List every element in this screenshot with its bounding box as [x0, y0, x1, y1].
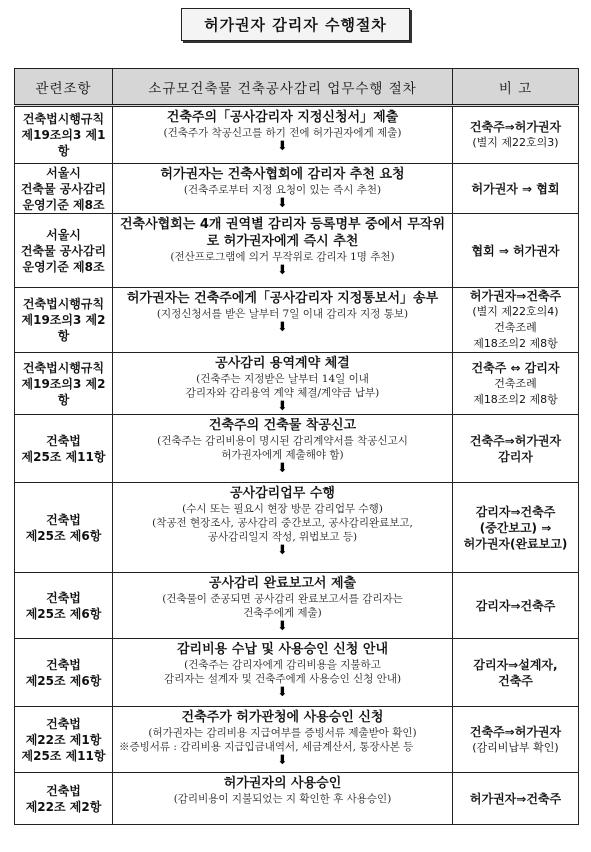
law-line: 서울시 — [46, 227, 81, 242]
procedure-step: 감리비용 수납 및 사용승인 신청 안내 — [177, 642, 388, 657]
table-row — [15, 483, 579, 573]
table-row — [15, 415, 579, 483]
procedure-detail: 감리자와 감리용역 계약 체결/계약금 납부) — [185, 387, 380, 399]
procedure-step: 건축사협회는 4개 권역별 감리자 등록명부 중에서 무작위로 허가권자에게 즉시 추천 — [119, 217, 446, 249]
table-row — [15, 707, 579, 773]
note-reference: 건축조례 — [494, 321, 537, 334]
note-flow: 허가권자⇒건축주 — [469, 791, 562, 806]
procedure-detail: (전산프로그램에 의거 무작위로 감리자 1명 추천) — [170, 251, 395, 263]
procedure-detail: (허가권자는 감리비용 지급여부를 증빙서류 제출받아 확인) — [148, 727, 417, 739]
arrow-down-icon: ⬇ — [277, 399, 288, 414]
procedure-step: 공사감리 용역계약 체결 — [215, 356, 350, 371]
law-line: 건축법 — [46, 657, 81, 672]
arrow-down-icon: ⬇ — [277, 685, 288, 700]
procedure-cell — [113, 415, 453, 483]
procedure-detail: (건축물이 준공되면 공사감리 완료보고서를 감리자는 — [162, 593, 403, 605]
arrow-down-icon: ⬇ — [277, 139, 288, 154]
note-cell — [453, 483, 579, 573]
note-reference: (감리비납부 확인) — [472, 740, 559, 754]
note-cell — [453, 164, 579, 214]
table-row — [15, 214, 579, 288]
table-row — [15, 106, 579, 164]
law-line: 서울시 — [46, 165, 81, 180]
procedure-cell — [113, 288, 453, 353]
procedure-detail: (착공전 현장조사, 공사감리 중간보고, 공사감리완료보고, — [152, 517, 413, 529]
note-reference: 건축조례 — [494, 376, 537, 390]
procedure-step: 건축주가 허가관청에 사용승인 신청 — [181, 710, 384, 725]
law-line: 제19조의3 제2항 — [21, 376, 106, 407]
note-cell — [453, 639, 579, 707]
law-line: 건축법시행규칙 — [22, 360, 105, 375]
header-law: 관련조항 — [15, 69, 113, 106]
procedure-step: 공사감리 완료보고서 제출 — [208, 576, 357, 591]
table-row — [15, 639, 579, 707]
procedure-step: 허가권자의 사용승인 — [223, 776, 342, 791]
note-flow: 허가권자 ⇒ 협회 — [471, 181, 560, 196]
procedure-detail: (지정신청서를 받은 날부터 7일 이내 감리자 지정 통보) — [156, 308, 409, 320]
procedure-cell — [113, 214, 453, 288]
note-flow: 건축주⇒허가권자 — [469, 433, 562, 448]
procedure-cell — [113, 773, 453, 825]
procedure-step: 건축주의 건축물 착공신고 — [208, 418, 357, 433]
note-cell — [453, 573, 579, 639]
law-line: 건축물 공사감리 — [20, 243, 107, 258]
law-line: 건축법 — [46, 783, 81, 798]
procedure-cell — [113, 483, 453, 573]
header-procedure: 소규모건축물 건축공사감리 업무수행 절차 — [113, 69, 453, 106]
law-cell — [15, 773, 113, 825]
note-flow: 건축주⇒허가권자 — [469, 724, 562, 739]
procedure-detail: 허가권자에게 제출해야 함) — [221, 449, 344, 461]
law-line: 제22조 제2항 — [25, 799, 102, 814]
arrow-down-icon: ⬇ — [277, 753, 288, 768]
law-cell — [15, 288, 113, 353]
note-cell — [453, 353, 579, 415]
note-cell — [453, 214, 579, 288]
law-line: 건축법시행규칙 — [22, 297, 105, 311]
law-line: 건축법 — [46, 512, 81, 527]
note-reference: (별지 제22호의3) — [472, 136, 559, 149]
note-flow: 감리자⇒건축주 — [475, 598, 556, 613]
law-line: 제25조 제6항 — [25, 606, 102, 621]
law-line: 운영기준 제8조 — [22, 197, 105, 212]
table-row — [15, 353, 579, 415]
law-cell — [15, 164, 113, 214]
note-flow: 건축주 — [498, 673, 533, 688]
law-cell — [15, 483, 113, 573]
law-line: 제19조의3 제2항 — [21, 313, 106, 343]
procedure-cell — [113, 106, 453, 164]
law-line: 건축법 — [46, 590, 81, 605]
procedure-detail: (감리비용이 지불되었는 지 확인한 후 사용승인) — [173, 793, 392, 805]
law-cell — [15, 106, 113, 164]
law-line: 제25조 제6항 — [25, 528, 102, 543]
procedure-detail: ※증빙서류 : 감리비용 지급입금내역서, 세금계산서, 통장사본 등 — [119, 741, 414, 753]
procedure-detail: (건축주는 감리자에게 감리비용을 지불하고 — [184, 659, 381, 671]
procedure-cell — [113, 707, 453, 773]
table-row — [15, 773, 579, 825]
note-cell — [453, 415, 579, 483]
header-note: 비 고 — [453, 69, 579, 106]
law-line: 운영기준 제8조 — [22, 259, 105, 274]
note-reference: 제18조의2 제8항 — [473, 337, 558, 350]
note-cell — [453, 106, 579, 164]
law-line: 제25조 제11항 — [21, 449, 106, 464]
note-flow: 허가권자(완료보고) — [463, 536, 568, 551]
law-line: 건축법시행규칙 — [22, 112, 105, 126]
arrow-down-icon: ⬇ — [277, 320, 288, 335]
procedure-detail: (건축주는 지정받은 날부터 14일 이내 — [196, 373, 369, 385]
law-cell — [15, 353, 113, 415]
arrow-down-icon: ⬇ — [277, 196, 288, 211]
header-row — [15, 69, 579, 106]
arrow-down-icon: ⬇ — [277, 543, 288, 558]
table-row — [15, 288, 579, 353]
procedure-detail: (건축주가 착공신고를 하기 전에 허가권자에게 제출) — [163, 127, 402, 139]
title-wrapper — [0, 8, 591, 41]
procedure-detail: 공사감리일지 작성, 위법보고 등) — [207, 531, 358, 543]
note-flow: 감리자⇒설계자, — [473, 657, 558, 672]
procedure-detail: (건축주는 감리비용이 명시된 감리계약서를 착공신고시 — [157, 435, 408, 447]
procedure-step: 공사감리업무 수행 — [230, 486, 335, 501]
note-flow: 협회 ⇒ 허가권자 — [471, 243, 560, 258]
procedure-detail: 감리자는 설계자 및 건축주에게 사용승인 신청 안내) — [163, 673, 402, 685]
law-cell — [15, 415, 113, 483]
note-flow: 허가권자⇒건축주 — [469, 289, 562, 303]
procedure-step: 건축주의「공사감리자 지정신청서」제출 — [166, 110, 399, 125]
law-line: 건축법 — [46, 433, 81, 448]
law-cell — [15, 707, 113, 773]
law-line: 제19조의3 제1항 — [21, 128, 106, 158]
note-flow: (중간보고) ⇒ — [479, 520, 552, 535]
note-flow: 건축주⇒허가권자 — [469, 120, 562, 134]
law-line: 제25조 제11항 — [21, 748, 106, 763]
note-reference: (별지 제22호의4) — [472, 305, 559, 318]
arrow-down-icon: ⬇ — [277, 461, 288, 476]
law-cell — [15, 639, 113, 707]
procedure-detail: 건축주에게 제출) — [243, 607, 322, 619]
note-cell — [453, 707, 579, 773]
law-line: 건축물 공사감리 — [20, 181, 107, 196]
procedure-table-body — [15, 106, 579, 825]
law-line: 제22조 제1항 — [25, 732, 102, 747]
procedure-detail: (수시 또는 필요시 현장 방문 감리업무 수행) — [182, 503, 383, 515]
law-line: 제25조 제6항 — [25, 673, 102, 688]
procedure-table — [14, 68, 579, 825]
note-cell — [453, 773, 579, 825]
procedure-cell — [113, 164, 453, 214]
law-cell — [15, 573, 113, 639]
note-flow: 감리자 — [498, 449, 533, 464]
procedure-step: 허가권자는 건축사협회에 감리자 추천 요청 — [160, 167, 405, 182]
procedure-cell — [113, 353, 453, 415]
procedure-detail: (건축주로부터 지정 요청이 있는 즉시 추천) — [183, 184, 382, 196]
law-cell — [15, 214, 113, 288]
law-line: 건축법 — [46, 716, 81, 731]
note-cell — [453, 288, 579, 353]
procedure-cell — [113, 573, 453, 639]
procedure-step: 허가권자는 건축주에게「공사감리자 지정통보서」송부 — [126, 291, 439, 306]
note-flow: 감리자⇒건축주 — [475, 504, 556, 519]
page-title: 허가권자 감리자 수행절차 — [181, 8, 410, 41]
procedure-cell — [113, 639, 453, 707]
arrow-down-icon: ⬇ — [277, 619, 288, 634]
note-flow: 건축주 ⇔ 감리자 — [471, 360, 560, 375]
table-row — [15, 164, 579, 214]
note-reference: 제18조의2 제8항 — [473, 392, 558, 406]
arrow-down-icon: ⬇ — [277, 263, 288, 278]
table-row — [15, 573, 579, 639]
